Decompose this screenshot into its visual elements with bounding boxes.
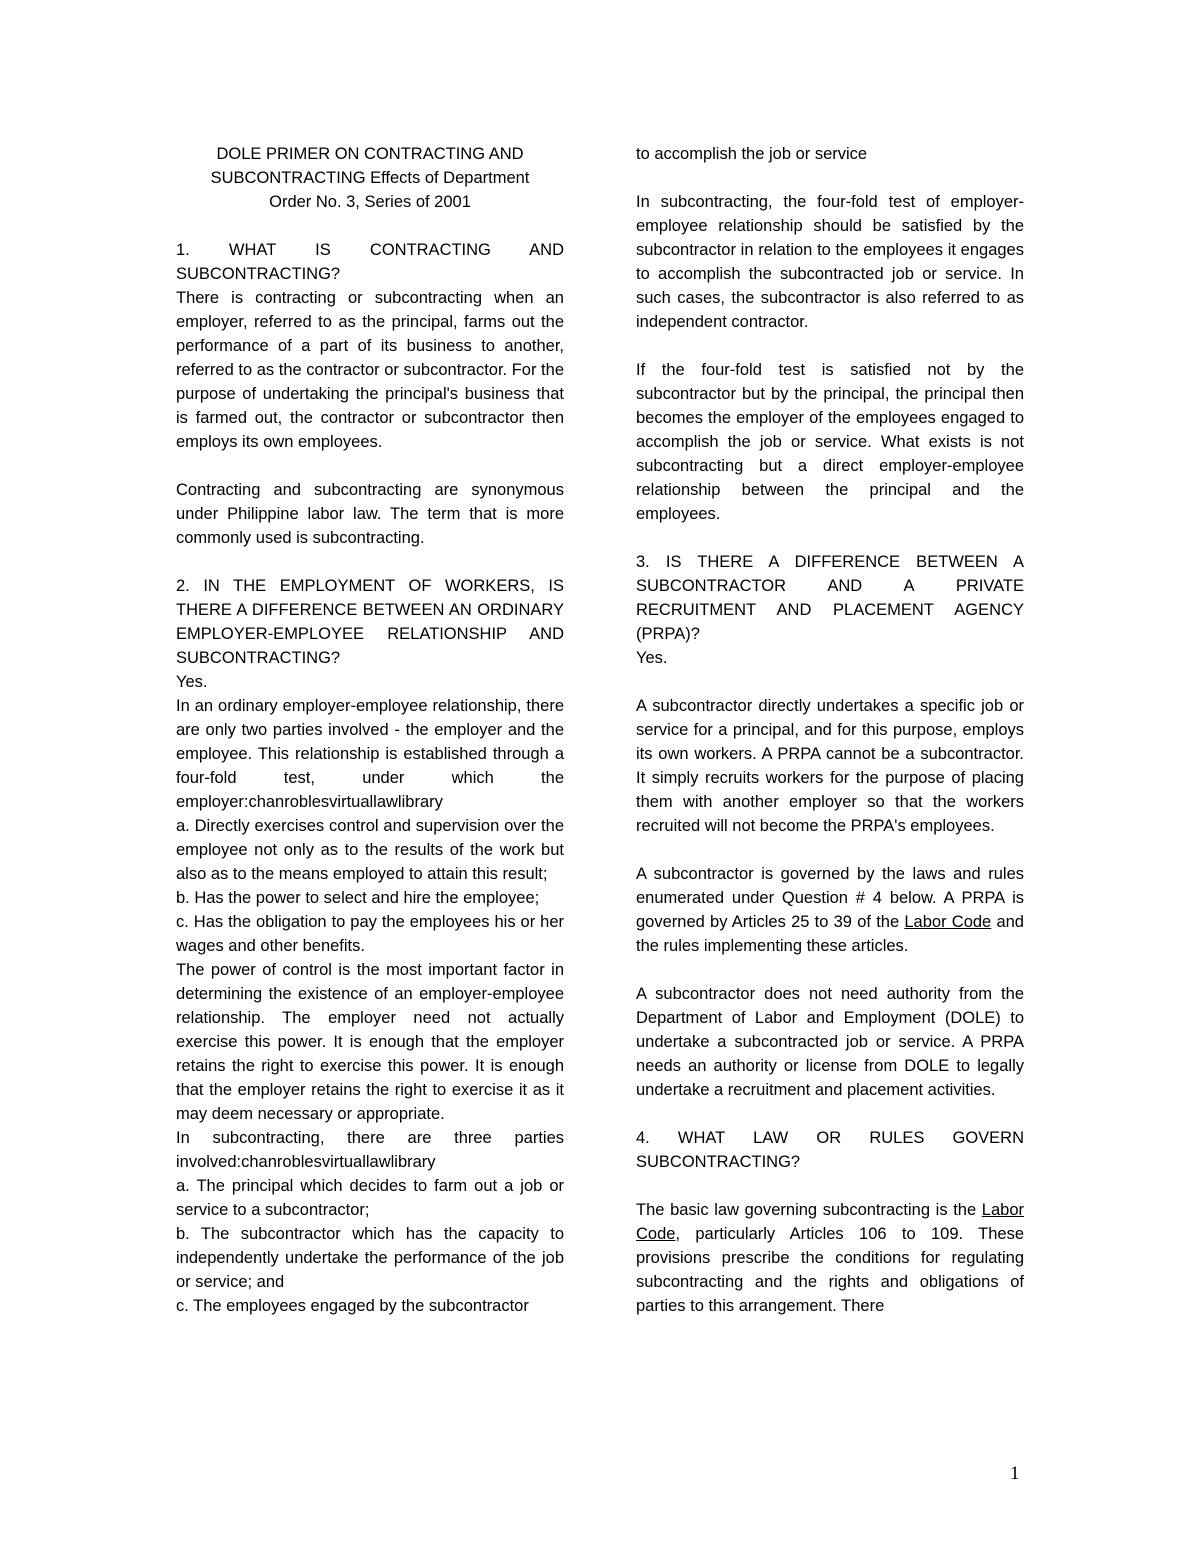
page-number: 1	[1010, 1463, 1020, 1484]
q4-paragraph-1	[636, 1198, 1024, 1318]
q4-paragraph-1-text-b: , particularly Articles 106 to 109. These provisions prescribe the conditions for regulating subcontracting and the rights and obligations of parties to this arrangement. There	[636, 1225, 1024, 1315]
q1-heading-line-2: SUBCONTRACTING?	[176, 265, 341, 283]
q3-paragraph-1: A subcontractor directly undertakes a specific job or service for a principal, and for this purpose, employs its own workers. A PRPA cannot be a subcontractor. It simply recruits workers for the purpose of placing them with another employer so that the workers recruited will not become the PRPA's employees.	[636, 697, 1024, 835]
q2-item-c: c. Has the obligation to pay the employees his or her wages and other benefits.	[176, 913, 564, 955]
document-title	[176, 142, 564, 214]
q2-sub-item-c-continued: to accomplish the job or service	[636, 145, 868, 163]
q2-sub-item-a: a. The principal which decides to farm out a job or service to a subcontractor;	[176, 1177, 564, 1219]
left-column	[176, 142, 564, 1318]
q3-heading: 3. IS THERE A DIFFERENCE BETWEEN A SUBCONTRACTOR AND A PRIVATE RECRUITMENT AND PLACEMENT AGENCY (PRPA)?	[636, 553, 1024, 643]
q2-heading: 2. IN THE EMPLOYMENT OF WORKERS, IS THERE A DIFFERENCE BETWEEN AN ORDINARY EMPLOYER-EMPLOYEE RELATIONSHIP AND SUBCONTRACTING?	[176, 577, 564, 667]
q2-item-b: b. Has the power to select and hire the employee;	[176, 889, 540, 907]
q4-heading: 4. WHAT LAW OR RULES GOVERN SUBCONTRACTING?	[636, 1129, 1024, 1171]
q2-sub-item-c: c. The employees engaged by the subcontractor	[176, 1297, 529, 1315]
title-line-1: DOLE PRIMER ON CONTRACTING AND	[216, 145, 524, 163]
q3-paragraph-2	[636, 862, 1024, 958]
q3-paragraph-3: A subcontractor does not need authority from the Department of Labor and Employment (DOLE) to undertake a subcontracted job or service. A PRPA needs an authority or license from DOLE to legally undertake a recruitment and placement activities.	[636, 985, 1024, 1099]
q2-paragraph-5: If the four-fold test is satisfied not by the subcontractor but by the principal, the principal then becomes the employer of the employees engaged to accomplish the job or service. What exists is not subcontracting but a direct employer-employee relationship between the principal and the employees.	[636, 361, 1024, 523]
q2-paragraph-4: In subcontracting, the four-fold test of employer-employee relationship should be satisfied by the subcontractor in relation to the employees it engages to accomplish the subcontracted job or service. In such cases, the subcontractor is also referred to as independent contractor.	[636, 193, 1024, 331]
q2-sub-item-b: b. The subcontractor which has the capacity to independently undertake the performance of the job or service; and	[176, 1225, 564, 1291]
q1-heading-line-1: 1. WHAT IS CONTRACTING AND	[176, 241, 564, 259]
q3-paragraph-2-text-b: and the rules implementing these articles.	[636, 913, 1024, 955]
q2-item-a: a. Directly exercises control and supervision over the employee not only as to the results of the work but also as to the means employed to attain this result;	[176, 817, 564, 883]
q3-answer: Yes.	[636, 649, 668, 667]
title-line-3: Order No. 3, Series of 2001	[269, 193, 471, 211]
q2-answer: Yes.	[176, 673, 208, 691]
q2-paragraph-2: The power of control is the most important factor in determining the existence of an employer-employee relationship. The employer need not actually exercise this power. It is enough that the employer retains the right to exercise this power. It is enough that the employer retains the right to exercise it as it may deem necessary or appropriate.	[176, 961, 564, 1123]
q4-paragraph-1-text-a: The basic law governing subcontracting is the	[636, 1201, 982, 1219]
q3-paragraph-2-text-a: A subcontractor is governed by the laws and rules enumerated under Question # 4 below. A PRPA is governed by Articles 25 to 39 of the	[636, 865, 1024, 931]
labor-code-link[interactable]: Labor Code	[904, 913, 992, 931]
q2-paragraph-1: In an ordinary employer-employee relationship, there are only two parties involved - the employer and the employee. This relationship is established through a four-fold test, under which the employer:chanroblesvirtuallawlibrary	[176, 697, 564, 811]
q1-paragraph-2: Contracting and subcontracting are synonymous under Philippine labor law. The term that is more commonly used is subcontracting.	[176, 481, 564, 547]
q1-paragraph-1: There is contracting or subcontracting when an employer, referred to as the principal, farms out the performance of a part of its business to another, referred to as the contractor or subcontractor. For the purpose of undertaking the principal's business that is farmed out, the contractor or subcontractor then employs its own employees.	[176, 289, 564, 451]
labor-code-link[interactable]: Labor Code	[636, 1201, 1024, 1243]
right-column	[636, 142, 1024, 1318]
q2-paragraph-3: In subcontracting, there are three parties involved:chanroblesvirtuallawlibrary	[176, 1129, 564, 1171]
title-line-2: SUBCONTRACTING Effects of Department	[210, 169, 530, 187]
